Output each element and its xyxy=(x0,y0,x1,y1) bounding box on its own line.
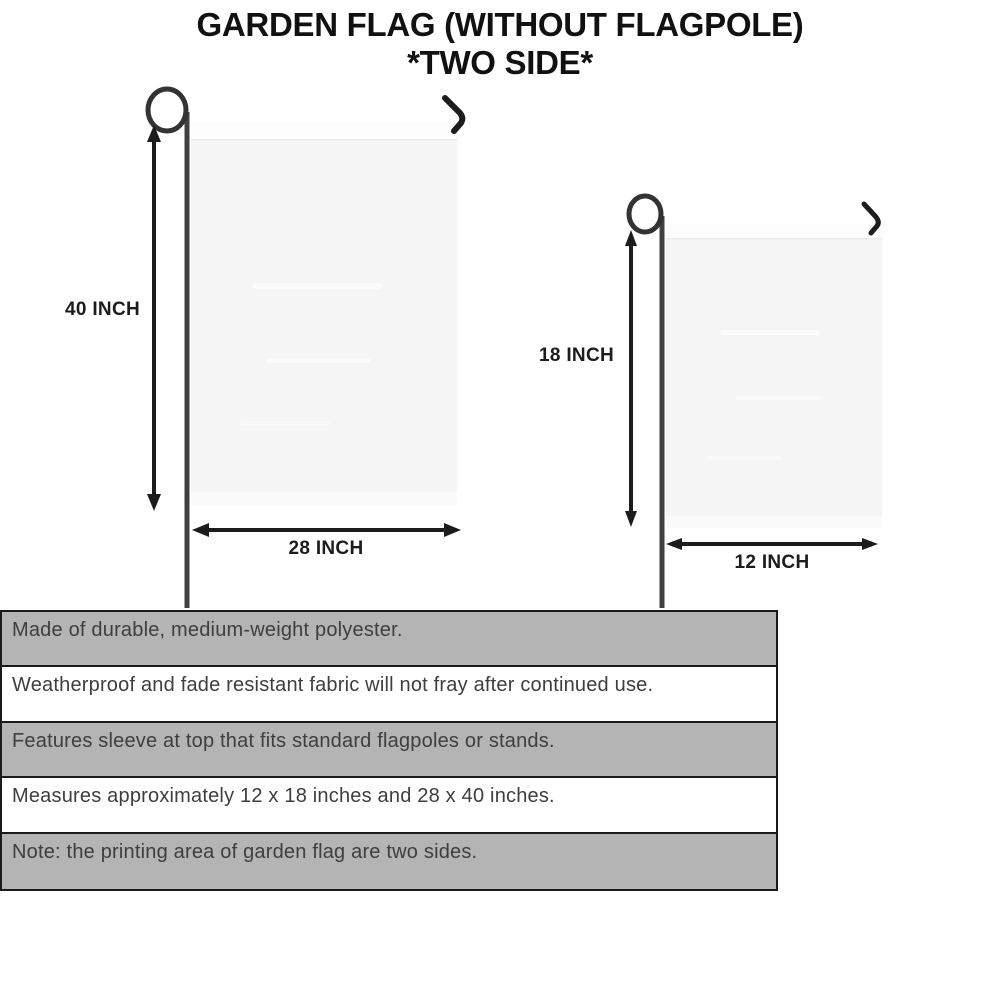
fabric-fold-streak xyxy=(266,358,371,363)
fabric-fold-streak xyxy=(240,421,330,426)
large-flag-width-label: 28 INCH xyxy=(288,538,364,559)
title-line-2: *TWO SIDE* xyxy=(407,43,593,81)
feature-row-material: Made of durable, medium-weight polyester. xyxy=(2,612,776,667)
small-flag-sleeve xyxy=(666,224,882,238)
large-height-arrow xyxy=(147,125,161,511)
small-flag-height-label: 18 INCH xyxy=(539,345,614,366)
small-flag-canvas xyxy=(666,224,882,528)
large-flag-sleeve xyxy=(191,122,457,139)
fabric-fold-streak xyxy=(720,330,820,335)
feature-row-weatherproof: Weatherproof and fade resistant fabric will not fray after continued use. xyxy=(2,667,776,722)
large-flag-canvas xyxy=(191,122,457,506)
feature-row-measurements: Measures approximately 12 x 18 inches and 28 x 40 inches. xyxy=(2,778,776,833)
small-flag-group xyxy=(625,196,882,608)
feature-row-note: Note: the printing area of garden flag are two sides. xyxy=(2,834,776,889)
small-width-arrow xyxy=(666,538,878,550)
large-pole-loop xyxy=(148,89,186,131)
large-flag-group xyxy=(147,89,462,608)
small-flag-width-label: 12 INCH xyxy=(734,552,810,573)
large-flag-height-label: 40 INCH xyxy=(65,299,140,320)
small-height-arrow xyxy=(625,230,637,527)
fabric-fold-streak xyxy=(708,456,783,460)
feature-table xyxy=(0,610,778,891)
feature-row-sleeve: Features sleeve at top that fits standard flagpoles or stands. xyxy=(2,723,776,778)
fabric-fold-streak xyxy=(252,283,382,289)
large-width-arrow xyxy=(192,523,461,537)
small-pole-loop xyxy=(629,196,661,232)
title-line-1: GARDEN FLAG (WITHOUT FLAGPOLE) xyxy=(196,6,804,43)
fabric-fold-streak xyxy=(735,396,820,400)
